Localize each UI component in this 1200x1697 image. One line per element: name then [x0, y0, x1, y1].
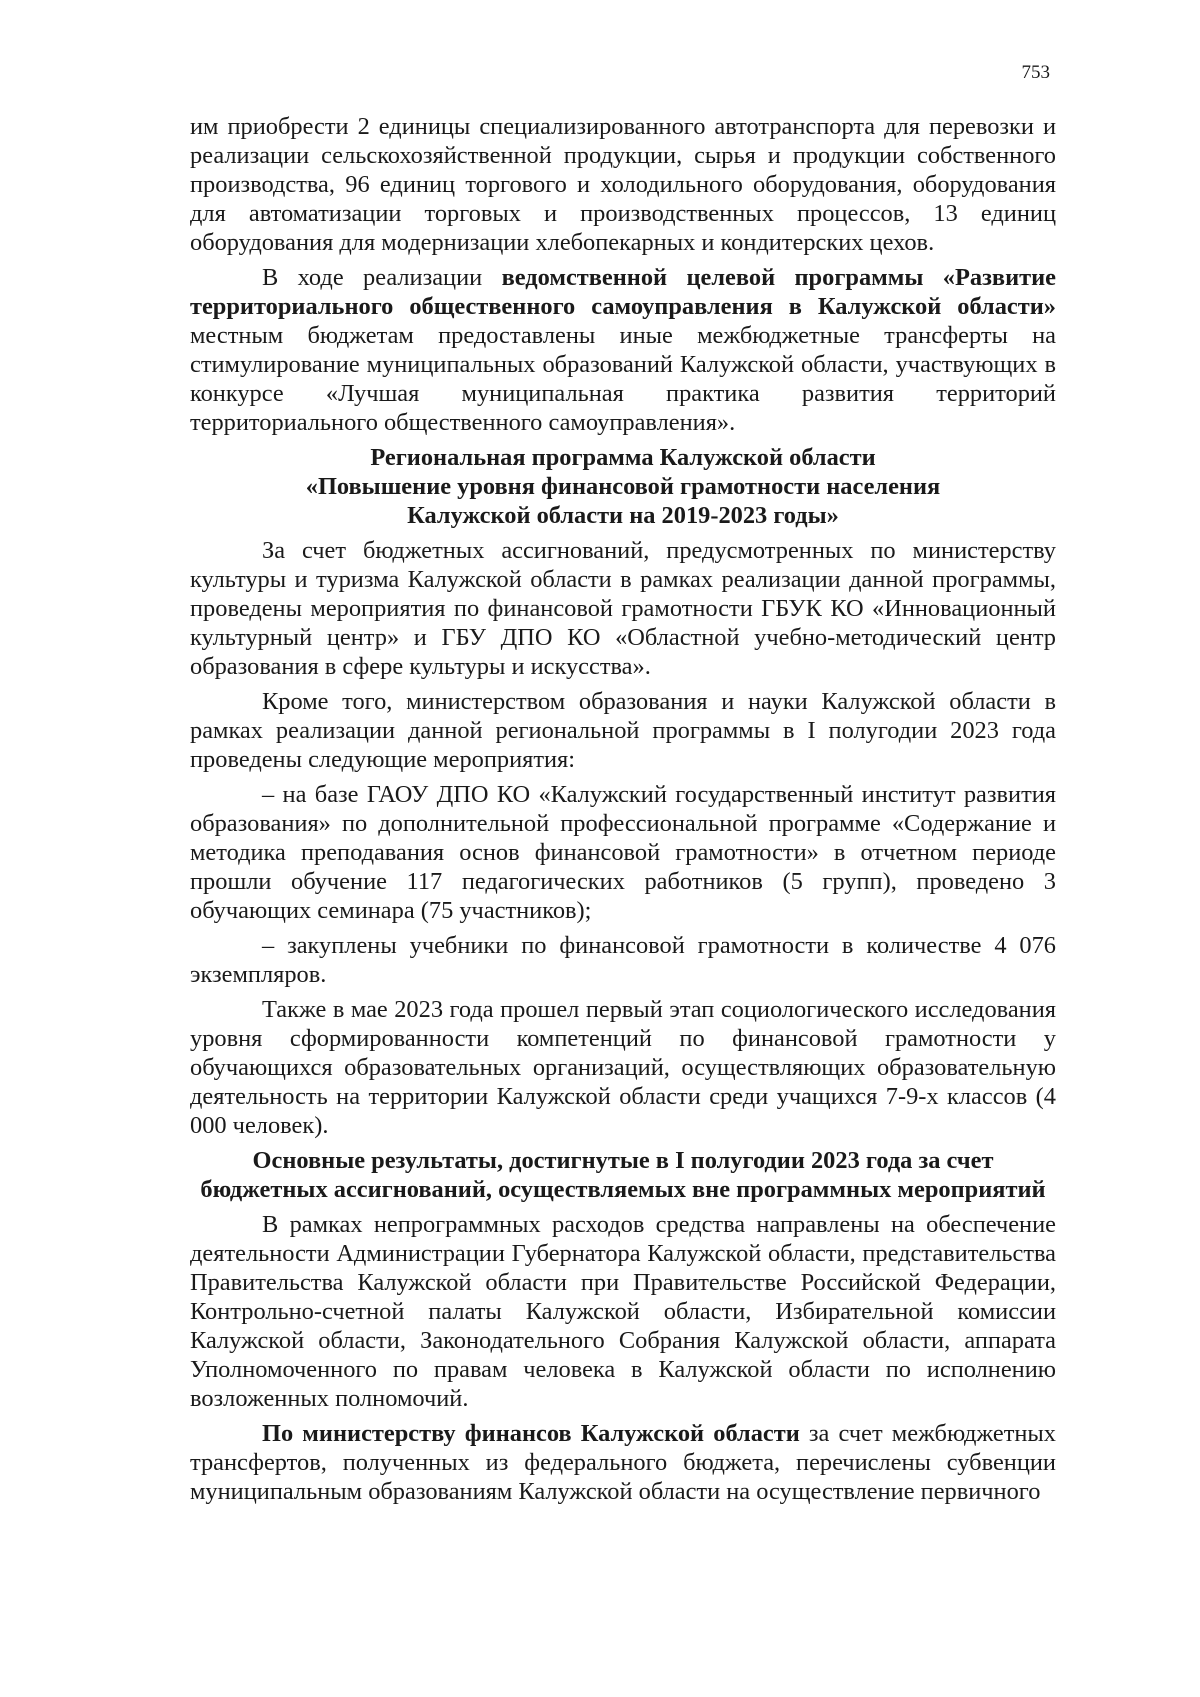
heading-line: «Повышение уровня финансовой грамотности населения: [305, 473, 941, 500]
section-heading-results: [190, 1146, 1056, 1204]
paragraph-2-end: местным бюджетам предоставлены иные межбюджетные трансферты на стимулирование муниципальных образований Калужской области, участвующих в конкурсе «Лучшая муниципальная практика развития территорий территориального общественного самоуправления».: [190, 322, 1056, 436]
paragraph-2-start: В ходе реализации: [262, 264, 502, 291]
paragraph-4: Кроме того, министерством образования и науки Калужской области в рамках реализации данной региональной программы в I полугодии 2023 года проведены следующие мероприятия:: [190, 688, 1056, 773]
paragraph-1: им приобрести 2 единицы специализированного автотранспорта для перевозки и реализации сельскохозяйственной продукции, сырья и продукции собственного производства, 96 единиц торгового и холодильного оборудования, оборудования для автоматизации торговых и производственных процессов, 13 единиц оборудования для модернизации хлебопекарных и кондитерских цехов.: [190, 113, 1056, 256]
paragraph-7: Также в мае 2023 года прошел первый этап социологического исследования уровня сформированности компетенций по финансовой грамотности у обучающихся образовательных организаций, осуществляющих образовательную деятельность на территории Калужской области среди учащихся 7-9-х классов (4 000 человек).: [190, 996, 1056, 1139]
page-number: 753: [1021, 62, 1050, 83]
paragraph-9-end: за счет межбюджетных трансфертов, полученных из федерального бюджета, перечислены субвенции муниципальным образованиям Калужской области на осуществление первичного: [190, 1420, 1057, 1505]
paragraph-3: За счет бюджетных ассигнований, предусмотренных по министерству культуры и туризма Калужской области в рамках реализации данной программы, проведены мероприятия по финансовой грамотности ГБУК КО «Инновационный культурный центр» и ГБУ ДПО КО «Областной учебно-методический центр образования в сфере культуры и искусства».: [190, 537, 1056, 680]
section-heading-financial-literacy: [190, 443, 1056, 530]
list-item-textbooks: – закуплены учебники по финансовой грамотности в количестве 4 076 экземпляров.: [190, 932, 1056, 988]
program-name-bold: ведомственной целевой программы «Развитие территориального общественного самоуправления в Калужской области»: [190, 264, 1056, 320]
ministry-finance-bold: По министерству финансов Калужской области: [262, 1420, 800, 1447]
paragraph-2: [190, 263, 1056, 437]
heading-line: бюджетных ассигнований, осуществляемых вне программных мероприятий: [200, 1176, 1046, 1203]
heading-line: Калужской области на 2019-2023 годы»: [407, 502, 839, 529]
paragraph-8: В рамках непрограммных расходов средства направлены на обеспечение деятельности Администрации Губернатора Калужской области, представительства Правительства Калужской области при Правительстве Российской Федерации, Контрольно-счетной палаты Калужской области, Избирательной комиссии Калужской области, Законодательного Собрания Калужской области, аппарата Уполномоченного по правам человека в Калужской области по исполнению возложенных полномочий.: [190, 1211, 1056, 1412]
list-item-training: – на базе ГАОУ ДПО КО «Калужский государственный институт развития образования» по дополнительной профессиональной программе «Содержание и методика преподавания основ финансовой грамотности» в отчетном периоде прошли обучение 117 педагогических работников (5 групп), проведено 3 обучающих семинара (75 участников);: [190, 781, 1056, 924]
heading-line: Региональная программа Калужской области: [370, 444, 876, 471]
document-body: [190, 112, 1056, 1512]
heading-line: Основные результаты, достигнутые в I полугодии 2023 года за счет: [252, 1147, 994, 1174]
paragraph-9: [190, 1419, 1056, 1506]
